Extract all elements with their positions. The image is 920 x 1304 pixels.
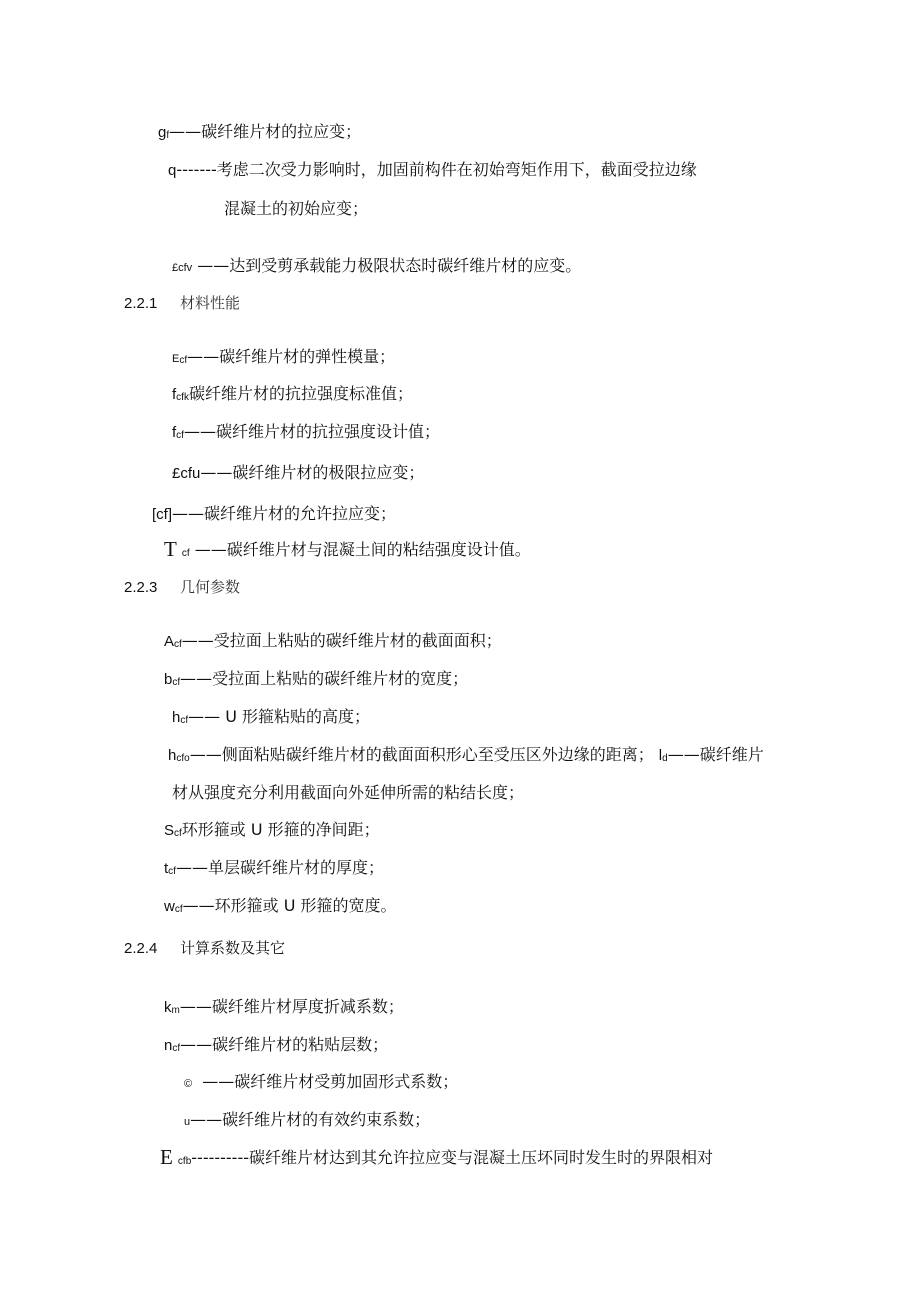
symbol-line-hcfo: hcfo——侧面粘贴碳纤维片材的截面面积形心至受压区外边缘的距离； ld——碳纤维片 [168, 745, 764, 764]
symbol-line-u: u——碳纤维片材的有效约束系数； [184, 1110, 431, 1129]
symbol-line-fcf: fcf——碳纤维片材的抗拉强度设计值； [172, 422, 440, 441]
continuation-line: 材从强度充分利用截面向外延伸所需的粘结长度； [172, 783, 525, 802]
continuation-line: 混凝土的初始应变； [224, 199, 369, 218]
section-heading: 2.2.3 几何参数 [124, 578, 241, 596]
symbol-line-tcf-thick: tcf——单层碳纤维片材的厚度； [164, 858, 384, 877]
section-heading: 2.2.4 计算系数及其它 [124, 939, 286, 957]
symbol-line-gf: gf——碳纤维片材的拉应变； [158, 122, 362, 141]
symbol-line-ecfb: E cfb----------碳纤维片材达到其允许拉应变与混凝土压坏同时发生时的界限相对 [160, 1145, 714, 1169]
symbol-line-fcfk: fcfk碳纤维片材的抗拉强度标准值； [172, 384, 413, 403]
symbol-line-ecfu: £cfu——碳纤维片材的极限拉应变； [172, 463, 425, 482]
symbol-line-acf: Acf——受拉面上粘贴的碳纤维片材的截面面积； [164, 631, 502, 650]
symbol-line-scf: Scf环形箍或 U 形箍的净间距； [164, 820, 380, 839]
symbol-line-hcf: hcf—— U 形箍粘贴的高度； [172, 707, 371, 726]
symbol-line-tcf: T cf ——碳纤维片材与混凝土间的粘结强度设计值。 [164, 537, 531, 561]
section-heading: 2.2.1 材料性能 [124, 294, 241, 312]
symbol-line-ecfv: £cfv ——达到受剪承载能力极限状态时碳纤维片材的应变。 [172, 256, 582, 275]
symbol-line-wcf: wcf——环形箍或 U 形箍的宽度。 [164, 896, 397, 915]
symbol-line-ecf: Ecf——碳纤维片材的弹性模量； [172, 347, 396, 366]
symbol-line-q: q-------考虑二次受力影响时，加固前构件在初始弯矩作用下，截面受拉边缘 [168, 160, 697, 179]
symbol-line-bcf: bcf——受拉面上粘贴的碳纤维片材的宽度； [164, 669, 469, 688]
symbol-line-ncf: ncf——碳纤维片材的粘贴层数； [164, 1035, 389, 1054]
symbol-line-ecf-allow: [cf]——碳纤维片材的允许拉应变； [152, 504, 397, 523]
symbol-line-km: km——碳纤维片材厚度折减系数； [164, 997, 404, 1016]
symbol-line-psi: © ——碳纤维片材受剪加固形式系数； [184, 1072, 459, 1091]
